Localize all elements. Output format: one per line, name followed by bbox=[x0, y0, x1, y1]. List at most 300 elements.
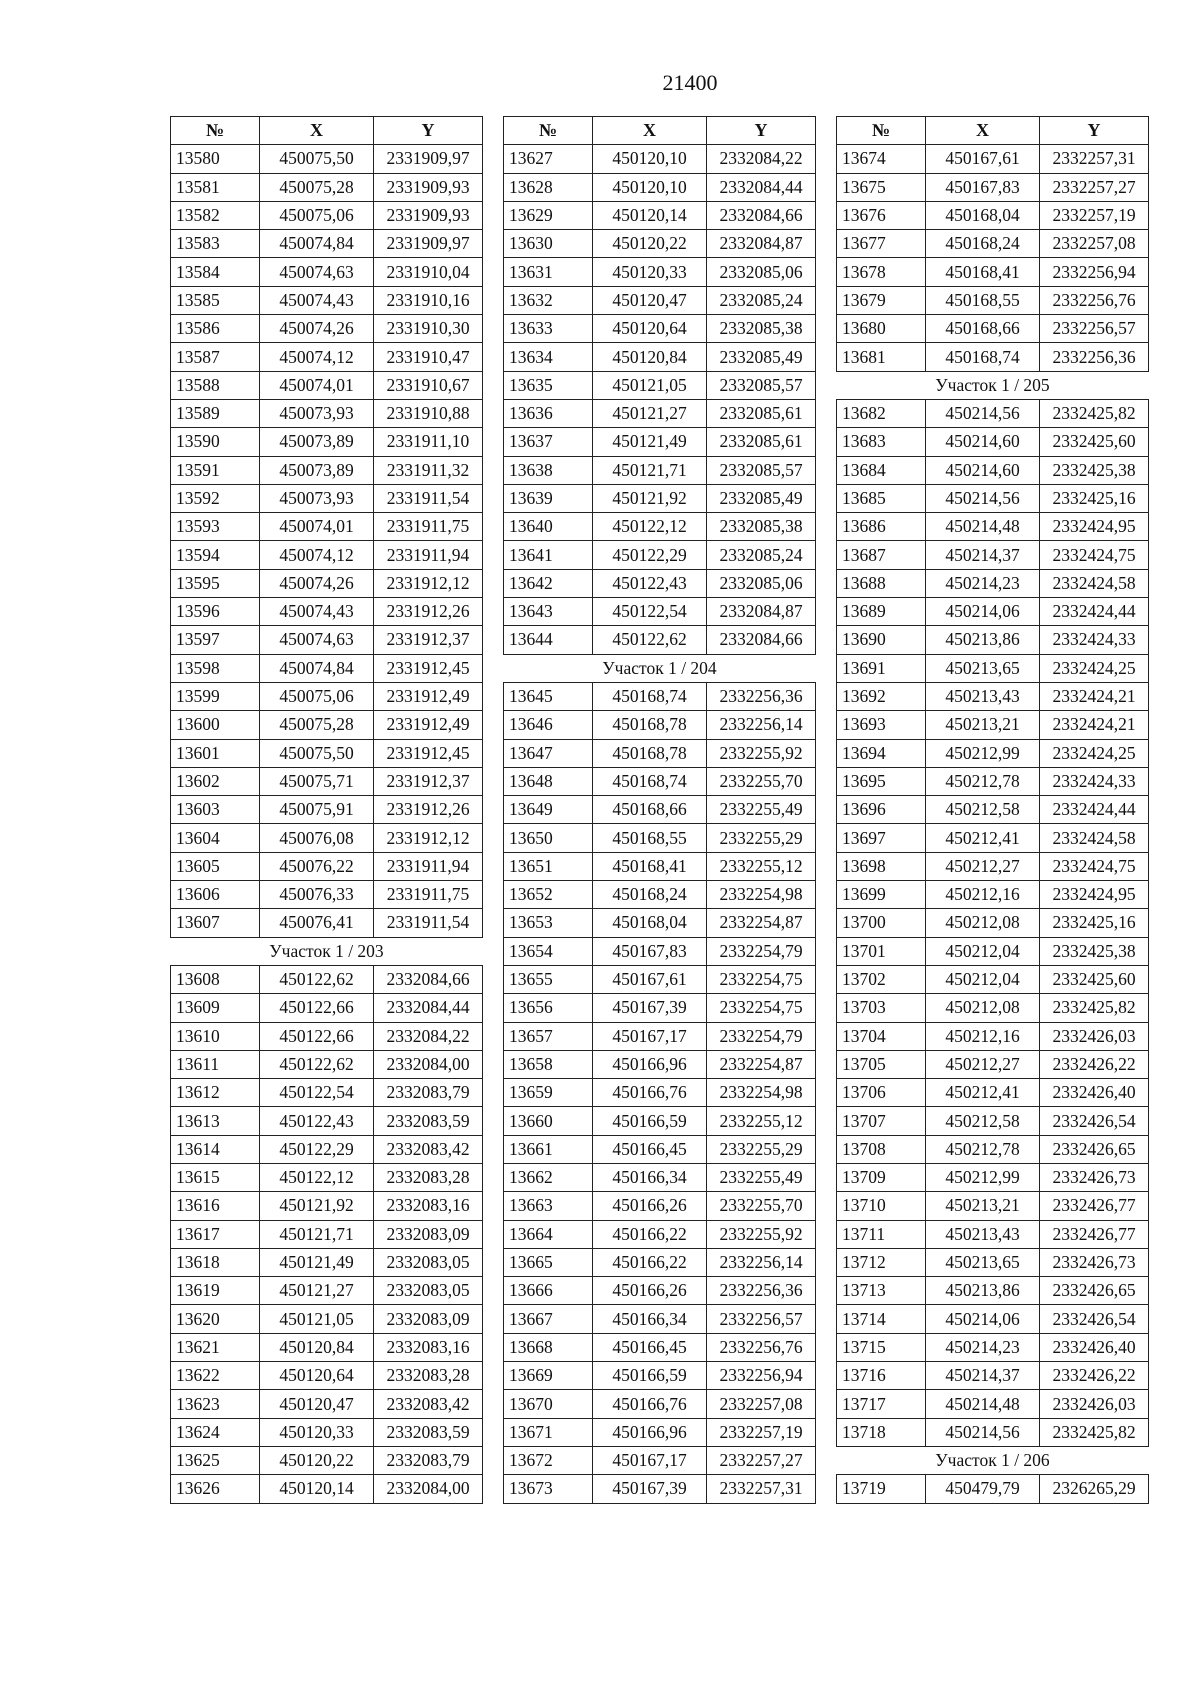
y-coordinate: 2332255,70 bbox=[707, 767, 816, 795]
table-row bbox=[837, 456, 1149, 484]
x-coordinate: 450120,10 bbox=[593, 145, 707, 173]
point-number: 13639 bbox=[504, 484, 593, 512]
y-coordinate: 2332426,22 bbox=[1040, 1362, 1149, 1390]
point-number: 13629 bbox=[504, 201, 593, 229]
point-number: 13589 bbox=[171, 399, 260, 427]
point-number: 13620 bbox=[171, 1305, 260, 1333]
x-coordinate: 450214,60 bbox=[926, 456, 1040, 484]
point-number: 13650 bbox=[504, 824, 593, 852]
y-coordinate: 2332083,05 bbox=[374, 1277, 483, 1305]
y-coordinate: 2332424,95 bbox=[1040, 881, 1149, 909]
y-coordinate: 2332426,22 bbox=[1040, 1050, 1149, 1078]
x-coordinate: 450121,92 bbox=[260, 1192, 374, 1220]
y-coordinate: 2332084,66 bbox=[707, 626, 816, 654]
table-row bbox=[837, 796, 1149, 824]
point-number: 13648 bbox=[504, 767, 593, 795]
x-coordinate: 450212,41 bbox=[926, 824, 1040, 852]
header-x: X bbox=[593, 117, 707, 145]
point-number: 13682 bbox=[837, 399, 926, 427]
table-row bbox=[837, 1362, 1149, 1390]
table-row bbox=[504, 1475, 816, 1503]
point-number: 13647 bbox=[504, 739, 593, 767]
y-coordinate: 2332254,98 bbox=[707, 881, 816, 909]
table-row bbox=[504, 1248, 816, 1276]
y-coordinate: 2331910,67 bbox=[374, 371, 483, 399]
x-coordinate: 450076,33 bbox=[260, 881, 374, 909]
table-row bbox=[504, 881, 816, 909]
table-row bbox=[171, 1390, 483, 1418]
page-number: 21400 bbox=[662, 70, 718, 95]
y-coordinate: 2332424,75 bbox=[1040, 541, 1149, 569]
point-number: 13592 bbox=[171, 484, 260, 512]
x-coordinate: 450121,05 bbox=[593, 371, 707, 399]
x-coordinate: 450168,24 bbox=[926, 230, 1040, 258]
table-row bbox=[837, 286, 1149, 314]
y-coordinate: 2331912,37 bbox=[374, 626, 483, 654]
y-coordinate: 2332425,82 bbox=[1040, 994, 1149, 1022]
x-coordinate: 450212,41 bbox=[926, 1079, 1040, 1107]
x-coordinate: 450166,34 bbox=[593, 1163, 707, 1191]
point-number: 13684 bbox=[837, 456, 926, 484]
y-coordinate: 2332426,03 bbox=[1040, 1390, 1149, 1418]
table-row bbox=[837, 598, 1149, 626]
table-row bbox=[504, 711, 816, 739]
table-row bbox=[171, 173, 483, 201]
x-coordinate: 450213,65 bbox=[926, 654, 1040, 682]
point-number: 13617 bbox=[171, 1220, 260, 1248]
x-coordinate: 450120,64 bbox=[593, 315, 707, 343]
y-coordinate: 2332083,79 bbox=[374, 1079, 483, 1107]
y-coordinate: 2331912,49 bbox=[374, 682, 483, 710]
point-number: 13653 bbox=[504, 909, 593, 937]
y-coordinate: 2332083,09 bbox=[374, 1220, 483, 1248]
y-coordinate: 2331910,88 bbox=[374, 399, 483, 427]
point-number: 13614 bbox=[171, 1135, 260, 1163]
table-row bbox=[837, 739, 1149, 767]
point-number: 13628 bbox=[504, 173, 593, 201]
table-row bbox=[837, 1163, 1149, 1191]
coordinates-table bbox=[503, 116, 816, 1504]
table-row bbox=[504, 230, 816, 258]
y-coordinate: 2332084,00 bbox=[374, 1475, 483, 1503]
x-coordinate: 450214,56 bbox=[926, 484, 1040, 512]
point-number: 13661 bbox=[504, 1135, 593, 1163]
x-coordinate: 450075,06 bbox=[260, 201, 374, 229]
x-coordinate: 450166,76 bbox=[593, 1079, 707, 1107]
x-coordinate: 450166,34 bbox=[593, 1305, 707, 1333]
table-row bbox=[837, 654, 1149, 682]
x-coordinate: 450121,49 bbox=[593, 428, 707, 456]
y-coordinate: 2332084,66 bbox=[374, 965, 483, 993]
point-number: 13696 bbox=[837, 796, 926, 824]
x-coordinate: 450075,50 bbox=[260, 739, 374, 767]
x-coordinate: 450168,41 bbox=[593, 852, 707, 880]
x-coordinate: 450167,39 bbox=[593, 994, 707, 1022]
table-row bbox=[171, 513, 483, 541]
table-row bbox=[171, 598, 483, 626]
point-number: 13712 bbox=[837, 1248, 926, 1276]
y-coordinate: 2331910,47 bbox=[374, 343, 483, 371]
y-coordinate: 2332425,60 bbox=[1040, 428, 1149, 456]
x-coordinate: 450074,12 bbox=[260, 343, 374, 371]
y-coordinate: 2331912,49 bbox=[374, 711, 483, 739]
y-coordinate: 2332426,03 bbox=[1040, 1022, 1149, 1050]
y-coordinate: 2332256,76 bbox=[1040, 286, 1149, 314]
y-coordinate: 2332255,92 bbox=[707, 1220, 816, 1248]
point-number: 13675 bbox=[837, 173, 926, 201]
point-number: 13717 bbox=[837, 1390, 926, 1418]
table-header-row bbox=[837, 117, 1149, 145]
table-row bbox=[504, 626, 816, 654]
y-coordinate: 2331911,10 bbox=[374, 428, 483, 456]
header-number: № bbox=[837, 117, 926, 145]
x-coordinate: 450074,01 bbox=[260, 513, 374, 541]
y-coordinate: 2332085,61 bbox=[707, 428, 816, 456]
point-number: 13710 bbox=[837, 1192, 926, 1220]
point-number: 13641 bbox=[504, 541, 593, 569]
point-number: 13601 bbox=[171, 739, 260, 767]
x-coordinate: 450167,17 bbox=[593, 1446, 707, 1474]
y-coordinate: 2332256,14 bbox=[707, 1248, 816, 1276]
table-row bbox=[837, 1248, 1149, 1276]
x-coordinate: 450075,06 bbox=[260, 682, 374, 710]
table-row bbox=[504, 682, 816, 710]
x-coordinate: 450212,27 bbox=[926, 1050, 1040, 1078]
table-row bbox=[504, 994, 816, 1022]
point-number: 13704 bbox=[837, 1022, 926, 1050]
y-coordinate: 2332424,75 bbox=[1040, 852, 1149, 880]
y-coordinate: 2332084,00 bbox=[374, 1050, 483, 1078]
point-number: 13599 bbox=[171, 682, 260, 710]
section-row bbox=[837, 371, 1149, 399]
y-coordinate: 2332084,44 bbox=[374, 994, 483, 1022]
point-number: 13630 bbox=[504, 230, 593, 258]
y-coordinate: 2332254,98 bbox=[707, 1079, 816, 1107]
table-row bbox=[837, 1220, 1149, 1248]
table-row bbox=[171, 852, 483, 880]
point-number: 13624 bbox=[171, 1418, 260, 1446]
x-coordinate: 450074,26 bbox=[260, 569, 374, 597]
x-coordinate: 450167,39 bbox=[593, 1475, 707, 1503]
coordinates-table bbox=[836, 116, 1149, 1504]
x-coordinate: 450121,27 bbox=[260, 1277, 374, 1305]
x-coordinate: 450076,22 bbox=[260, 852, 374, 880]
y-coordinate: 2332426,54 bbox=[1040, 1305, 1149, 1333]
y-coordinate: 2332425,82 bbox=[1040, 399, 1149, 427]
point-number: 13677 bbox=[837, 230, 926, 258]
x-coordinate: 450168,78 bbox=[593, 739, 707, 767]
y-coordinate: 2332424,25 bbox=[1040, 654, 1149, 682]
x-coordinate: 450166,22 bbox=[593, 1248, 707, 1276]
header-y: Y bbox=[1040, 117, 1149, 145]
table-row bbox=[504, 598, 816, 626]
point-number: 13632 bbox=[504, 286, 593, 314]
point-number: 13718 bbox=[837, 1418, 926, 1446]
table-row bbox=[171, 1220, 483, 1248]
y-coordinate: 2332085,38 bbox=[707, 513, 816, 541]
point-number: 13700 bbox=[837, 909, 926, 937]
point-number: 13666 bbox=[504, 1277, 593, 1305]
table-row bbox=[504, 315, 816, 343]
point-number: 13671 bbox=[504, 1418, 593, 1446]
x-coordinate: 450212,04 bbox=[926, 937, 1040, 965]
x-coordinate: 450074,12 bbox=[260, 541, 374, 569]
point-number: 13583 bbox=[171, 230, 260, 258]
x-coordinate: 450075,50 bbox=[260, 145, 374, 173]
y-coordinate: 2332424,95 bbox=[1040, 513, 1149, 541]
point-number: 13595 bbox=[171, 569, 260, 597]
point-number: 13679 bbox=[837, 286, 926, 314]
y-coordinate: 2332084,44 bbox=[707, 173, 816, 201]
x-coordinate: 450073,93 bbox=[260, 399, 374, 427]
table-row bbox=[837, 399, 1149, 427]
x-coordinate: 450212,99 bbox=[926, 1163, 1040, 1191]
point-number: 13604 bbox=[171, 824, 260, 852]
table-row bbox=[837, 626, 1149, 654]
point-number: 13634 bbox=[504, 343, 593, 371]
y-coordinate: 2332424,44 bbox=[1040, 796, 1149, 824]
x-coordinate: 450074,26 bbox=[260, 315, 374, 343]
y-coordinate: 2331912,12 bbox=[374, 824, 483, 852]
table-row bbox=[837, 1475, 1149, 1503]
y-coordinate: 2332255,12 bbox=[707, 1107, 816, 1135]
table-row bbox=[171, 1248, 483, 1276]
x-coordinate: 450122,66 bbox=[260, 1022, 374, 1050]
table-row bbox=[837, 230, 1149, 258]
table-row bbox=[504, 456, 816, 484]
point-number: 13600 bbox=[171, 711, 260, 739]
table-row bbox=[837, 1277, 1149, 1305]
table-row bbox=[171, 286, 483, 314]
point-number: 13689 bbox=[837, 598, 926, 626]
table-row bbox=[171, 343, 483, 371]
x-coordinate: 450120,22 bbox=[260, 1446, 374, 1474]
y-coordinate: 2332256,14 bbox=[707, 711, 816, 739]
table-row bbox=[837, 711, 1149, 739]
x-coordinate: 450166,76 bbox=[593, 1390, 707, 1418]
table-row bbox=[171, 1362, 483, 1390]
x-coordinate: 450122,29 bbox=[260, 1135, 374, 1163]
y-coordinate: 2332255,70 bbox=[707, 1192, 816, 1220]
table-row bbox=[171, 1475, 483, 1503]
table-row bbox=[171, 315, 483, 343]
table-row bbox=[171, 1022, 483, 1050]
x-coordinate: 450075,28 bbox=[260, 711, 374, 739]
y-coordinate: 2332257,31 bbox=[1040, 145, 1149, 173]
x-coordinate: 450214,48 bbox=[926, 1390, 1040, 1418]
point-number: 13605 bbox=[171, 852, 260, 880]
section-title: Участок 1 / 203 bbox=[171, 937, 483, 965]
point-number: 13673 bbox=[504, 1475, 593, 1503]
point-number: 13598 bbox=[171, 654, 260, 682]
point-number: 13658 bbox=[504, 1050, 593, 1078]
x-coordinate: 450212,58 bbox=[926, 796, 1040, 824]
y-coordinate: 2332083,59 bbox=[374, 1418, 483, 1446]
x-coordinate: 450168,04 bbox=[593, 909, 707, 937]
y-coordinate: 2332083,28 bbox=[374, 1362, 483, 1390]
x-coordinate: 450214,23 bbox=[926, 1333, 1040, 1361]
table-row bbox=[504, 937, 816, 965]
table-row bbox=[171, 428, 483, 456]
y-coordinate: 2332426,77 bbox=[1040, 1220, 1149, 1248]
table-row bbox=[837, 1135, 1149, 1163]
x-coordinate: 450120,22 bbox=[593, 230, 707, 258]
y-coordinate: 2332256,57 bbox=[707, 1305, 816, 1333]
point-number: 13580 bbox=[171, 145, 260, 173]
point-number: 13607 bbox=[171, 909, 260, 937]
section-title: Участок 1 / 206 bbox=[837, 1446, 1149, 1474]
y-coordinate: 2332084,87 bbox=[707, 230, 816, 258]
table-row bbox=[504, 1135, 816, 1163]
x-coordinate: 450212,16 bbox=[926, 881, 1040, 909]
y-coordinate: 2332083,16 bbox=[374, 1192, 483, 1220]
table-row bbox=[837, 937, 1149, 965]
table-row bbox=[171, 201, 483, 229]
x-coordinate: 450168,55 bbox=[593, 824, 707, 852]
table-row bbox=[837, 1418, 1149, 1446]
table-row bbox=[171, 654, 483, 682]
table-row bbox=[837, 343, 1149, 371]
x-coordinate: 450074,84 bbox=[260, 230, 374, 258]
x-coordinate: 450168,74 bbox=[593, 767, 707, 795]
y-coordinate: 2332085,06 bbox=[707, 569, 816, 597]
table-row bbox=[171, 258, 483, 286]
point-number: 13582 bbox=[171, 201, 260, 229]
x-coordinate: 450214,06 bbox=[926, 1305, 1040, 1333]
header-y: Y bbox=[707, 117, 816, 145]
y-coordinate: 2332424,44 bbox=[1040, 598, 1149, 626]
point-number: 13694 bbox=[837, 739, 926, 767]
table-row bbox=[837, 1022, 1149, 1050]
point-number: 13618 bbox=[171, 1248, 260, 1276]
point-number: 13646 bbox=[504, 711, 593, 739]
x-coordinate: 450075,91 bbox=[260, 796, 374, 824]
y-coordinate: 2332083,42 bbox=[374, 1135, 483, 1163]
table-row bbox=[171, 1305, 483, 1333]
x-coordinate: 450167,83 bbox=[926, 173, 1040, 201]
header-x: X bbox=[926, 117, 1040, 145]
table-row bbox=[504, 1305, 816, 1333]
table-row bbox=[837, 201, 1149, 229]
x-coordinate: 450073,93 bbox=[260, 484, 374, 512]
table-row bbox=[171, 1446, 483, 1474]
point-number: 13602 bbox=[171, 767, 260, 795]
point-number: 13594 bbox=[171, 541, 260, 569]
x-coordinate: 450214,37 bbox=[926, 1362, 1040, 1390]
y-coordinate: 2332084,66 bbox=[707, 201, 816, 229]
y-coordinate: 2331909,93 bbox=[374, 201, 483, 229]
y-coordinate: 2331911,54 bbox=[374, 484, 483, 512]
y-coordinate: 2331910,16 bbox=[374, 286, 483, 314]
table-row bbox=[504, 258, 816, 286]
point-number: 13640 bbox=[504, 513, 593, 541]
point-number: 13668 bbox=[504, 1333, 593, 1361]
table-row bbox=[504, 1446, 816, 1474]
y-coordinate: 2332083,42 bbox=[374, 1390, 483, 1418]
y-coordinate: 2331912,45 bbox=[374, 739, 483, 767]
point-number: 13686 bbox=[837, 513, 926, 541]
x-coordinate: 450479,79 bbox=[926, 1475, 1040, 1503]
point-number: 13664 bbox=[504, 1220, 593, 1248]
table-row bbox=[837, 569, 1149, 597]
y-coordinate: 2332256,57 bbox=[1040, 315, 1149, 343]
x-coordinate: 450214,56 bbox=[926, 399, 1040, 427]
table-row bbox=[171, 569, 483, 597]
y-coordinate: 2332256,76 bbox=[707, 1333, 816, 1361]
point-number: 13597 bbox=[171, 626, 260, 654]
table-row bbox=[504, 1022, 816, 1050]
section-row bbox=[837, 1446, 1149, 1474]
y-coordinate: 2332257,31 bbox=[707, 1475, 816, 1503]
x-coordinate: 450166,96 bbox=[593, 1418, 707, 1446]
coordinates-table-left bbox=[170, 116, 483, 1504]
table-row bbox=[837, 767, 1149, 795]
table-row bbox=[837, 1050, 1149, 1078]
table-row bbox=[837, 1390, 1149, 1418]
x-coordinate: 450121,92 bbox=[593, 484, 707, 512]
point-number: 13612 bbox=[171, 1079, 260, 1107]
point-number: 13625 bbox=[171, 1446, 260, 1474]
point-number: 13645 bbox=[504, 682, 593, 710]
table-row bbox=[171, 711, 483, 739]
x-coordinate: 450212,08 bbox=[926, 994, 1040, 1022]
point-number: 13655 bbox=[504, 965, 593, 993]
table-row bbox=[504, 1390, 816, 1418]
table-row bbox=[837, 881, 1149, 909]
point-number: 13621 bbox=[171, 1333, 260, 1361]
x-coordinate: 450074,43 bbox=[260, 598, 374, 626]
point-number: 13588 bbox=[171, 371, 260, 399]
point-number: 13660 bbox=[504, 1107, 593, 1135]
y-coordinate: 2332083,59 bbox=[374, 1107, 483, 1135]
x-coordinate: 450214,56 bbox=[926, 1418, 1040, 1446]
y-coordinate: 2331911,75 bbox=[374, 513, 483, 541]
x-coordinate: 450168,24 bbox=[593, 881, 707, 909]
y-coordinate: 2331912,45 bbox=[374, 654, 483, 682]
x-coordinate: 450168,66 bbox=[926, 315, 1040, 343]
coordinates-table bbox=[170, 116, 483, 1504]
point-number: 13669 bbox=[504, 1362, 593, 1390]
point-number: 13635 bbox=[504, 371, 593, 399]
table-row bbox=[171, 456, 483, 484]
table-row bbox=[504, 484, 816, 512]
x-coordinate: 450121,71 bbox=[260, 1220, 374, 1248]
x-coordinate: 450074,63 bbox=[260, 626, 374, 654]
y-coordinate: 2332256,36 bbox=[1040, 343, 1149, 371]
point-number: 13610 bbox=[171, 1022, 260, 1050]
table-row bbox=[171, 1135, 483, 1163]
x-coordinate: 450122,54 bbox=[593, 598, 707, 626]
point-number: 13663 bbox=[504, 1192, 593, 1220]
point-number: 13596 bbox=[171, 598, 260, 626]
y-coordinate: 2332255,29 bbox=[707, 824, 816, 852]
point-number: 13665 bbox=[504, 1248, 593, 1276]
table-row bbox=[504, 739, 816, 767]
x-coordinate: 450213,43 bbox=[926, 682, 1040, 710]
point-number: 13636 bbox=[504, 399, 593, 427]
y-coordinate: 2332254,79 bbox=[707, 1022, 816, 1050]
point-number: 13615 bbox=[171, 1163, 260, 1191]
y-coordinate: 2331910,04 bbox=[374, 258, 483, 286]
point-number: 13659 bbox=[504, 1079, 593, 1107]
y-coordinate: 2332255,29 bbox=[707, 1135, 816, 1163]
point-number: 13693 bbox=[837, 711, 926, 739]
point-number: 13611 bbox=[171, 1050, 260, 1078]
table-row bbox=[171, 1418, 483, 1446]
table-row bbox=[171, 230, 483, 258]
table-row bbox=[504, 1050, 816, 1078]
x-coordinate: 450213,65 bbox=[926, 1248, 1040, 1276]
